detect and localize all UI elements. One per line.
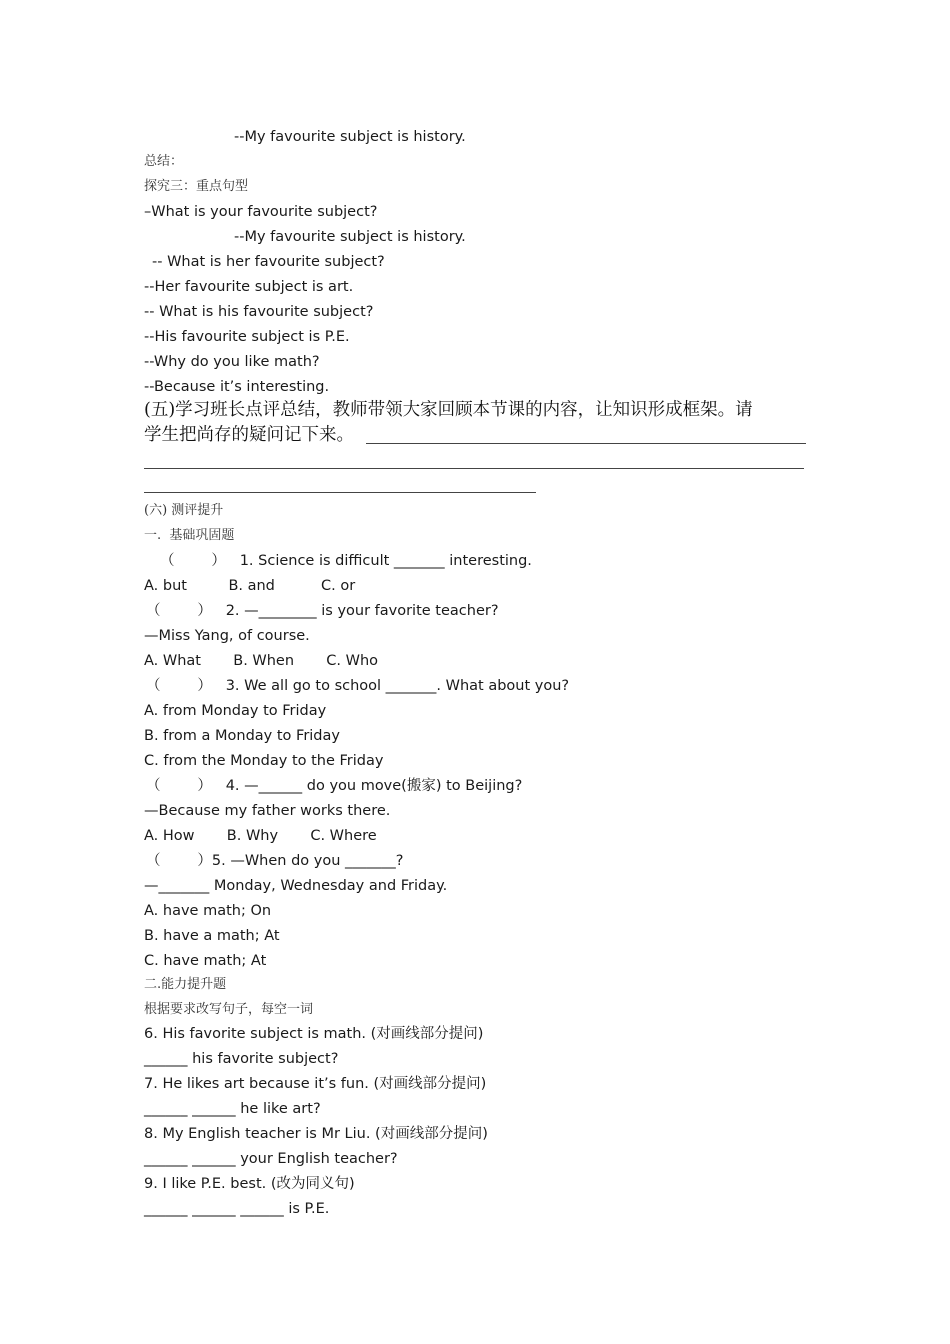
option-line: B. from a Monday to Friday: [144, 728, 340, 744]
options-line: A. What B. When C. Who: [144, 653, 379, 669]
section-title: (六) 测评提升: [144, 503, 224, 518]
option-line: C. from the Monday to the Friday: [144, 753, 384, 769]
option-line: A. have math; On: [144, 903, 272, 919]
answer-line: —_______ Monday, Wednesday and Friday.: [144, 878, 448, 894]
question-line: （ ） 4. —______ do you move(搬家) to Beijing?: [146, 778, 523, 794]
rewrite-answer: ______ ______ he like art?: [144, 1101, 321, 1117]
exploration-heading: 探究三：重点句型: [144, 179, 249, 194]
key-sentence: --His favourite subject is P.E.: [144, 329, 350, 345]
question-line: （ ） 2. —________ is your favorite teacher?: [146, 603, 499, 619]
key-sentence: --Why do you like math?: [144, 354, 320, 370]
option-line: A. from Monday to Friday: [144, 703, 327, 719]
summary-label: 总结：: [144, 154, 184, 169]
answer-line: —Miss Yang, of course.: [144, 628, 310, 644]
answer-blank-rule: [144, 468, 804, 469]
question-line: （ ） 1. Science is difficult _______ interesting.: [160, 553, 532, 569]
summary-paragraph-line: (五)学习班长点评总结，教师带领大家回顾本节课的内容，让知识形成框架。请: [144, 400, 753, 420]
options-line: A. but B. and C. or: [144, 578, 356, 594]
answer-blank-rule: [144, 492, 536, 493]
instruction-text: 根据要求改写句子，每空一词: [144, 1002, 314, 1017]
answer-blank-rule: [366, 443, 806, 444]
key-sentence: --My favourite subject is history.: [234, 229, 466, 245]
rewrite-answer: ______ ______ ______ is P.E.: [144, 1201, 330, 1217]
answer-line: --My favourite subject is history.: [234, 129, 466, 145]
key-sentence: –What is your favourite subject?: [144, 204, 378, 220]
key-sentence: -- What is her favourite subject?: [152, 254, 385, 270]
rewrite-answer: ______ his favorite subject?: [144, 1051, 339, 1067]
rewrite-question: 8. My English teacher is Mr Liu. (对画线部分提问): [144, 1126, 488, 1142]
question-line: （ ）5. —When do you _______?: [146, 853, 404, 869]
answer-line: —Because my father works there.: [144, 803, 391, 819]
rewrite-question: 6. His favorite subject is math. (对画线部分提问): [144, 1026, 484, 1042]
part-heading: 二.能力提升题: [144, 977, 227, 992]
key-sentence: --Her favourite subject is art.: [144, 279, 354, 295]
option-line: C. have math; At: [144, 953, 267, 969]
summary-paragraph-line: 学生把尚存的疑问记下来。: [144, 425, 354, 445]
rewrite-answer: ______ ______ your English teacher?: [144, 1151, 398, 1167]
question-line: （ ） 3. We all go to school _______. What about you?: [146, 678, 570, 694]
option-line: B. have a math; At: [144, 928, 280, 944]
options-line: A. How B. Why C. Where: [144, 828, 377, 844]
rewrite-question: 9. I like P.E. best. (改为同义句): [144, 1176, 355, 1192]
part-heading: 一. 基础巩固题: [144, 528, 235, 543]
key-sentence: --Because it’s interesting.: [144, 379, 330, 395]
rewrite-question: 7. He likes art because it’s fun. (对画线部分提问): [144, 1076, 487, 1092]
key-sentence: -- What is his favourite subject?: [144, 304, 374, 320]
